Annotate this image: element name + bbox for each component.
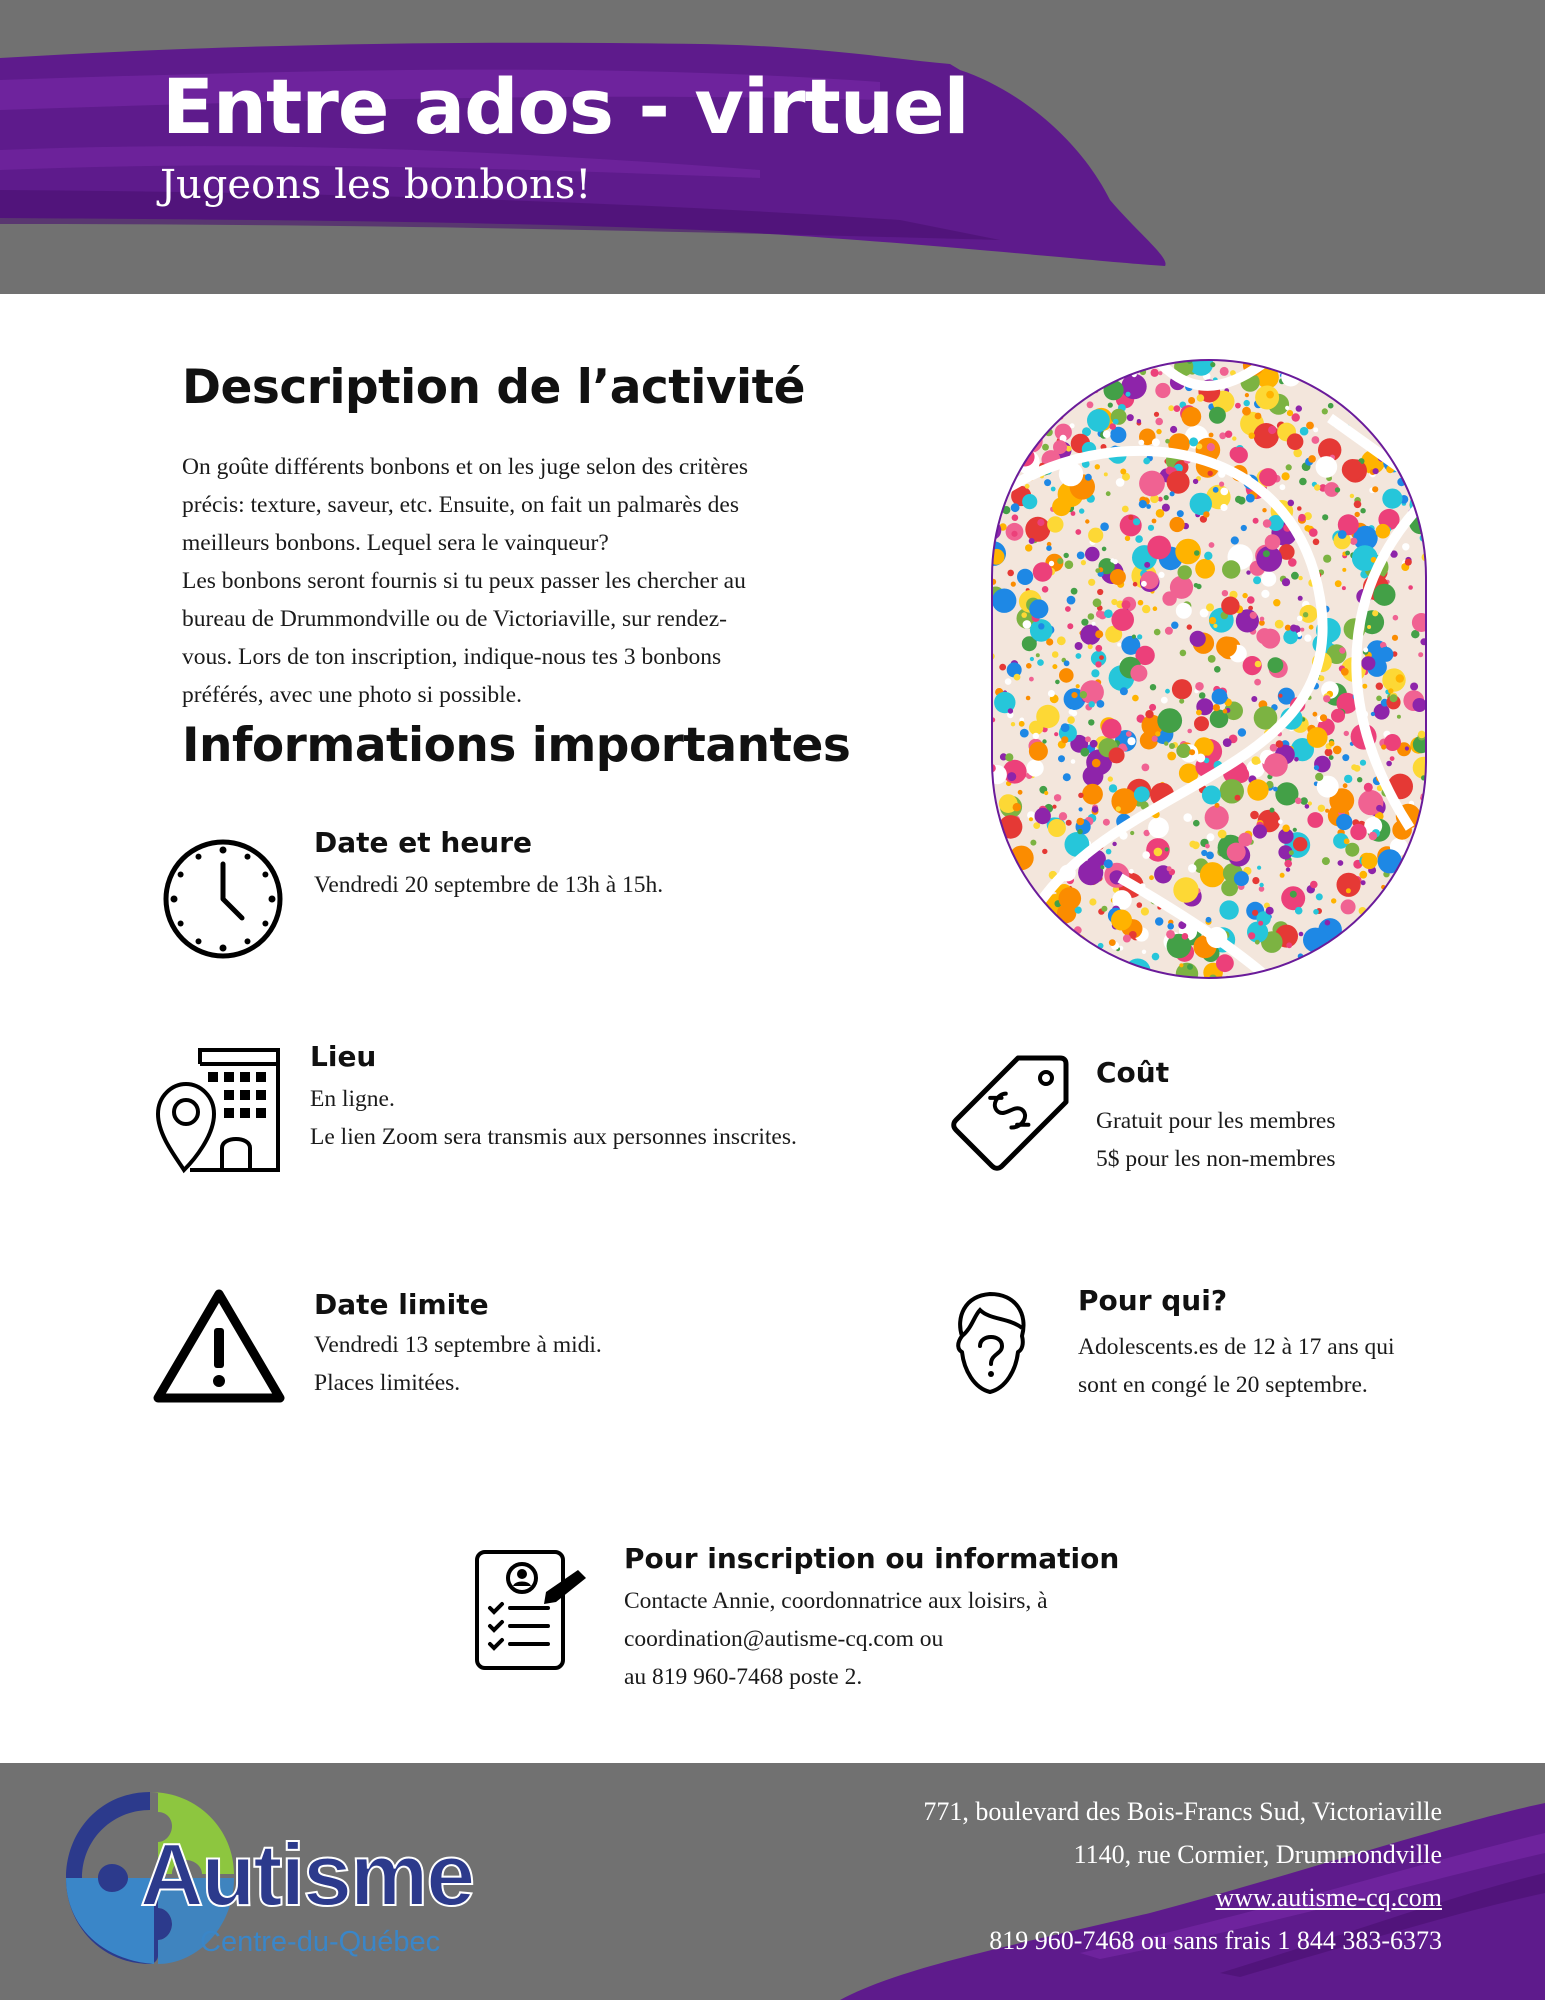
description-line: vous. Lors de ton inscription, indique-nous tes 3 bonbons (182, 644, 722, 670)
description-text (182, 448, 842, 714)
page-title: Entre ados - virtuel (162, 62, 969, 151)
person-question-icon (950, 1288, 1032, 1400)
logo-wordmark: Autisme (140, 1825, 474, 1924)
description-line: bureau de Drummondville ou de Victoriaville, sur rendez- (182, 606, 728, 632)
phone-info: 819 960-7468 ou sans frais 1 844 383-6373 (989, 1926, 1442, 1955)
cout-line1: Gratuit pour les membres (1096, 1108, 1336, 1134)
inscription-line1: Contacte Annie, coordonnatrice aux loisirs, à (624, 1588, 1048, 1614)
date-limite-line1: Vendredi 13 septembre à midi. (314, 1332, 602, 1358)
logo-subtitle: Centre-du-Québec (200, 1926, 441, 1958)
description-line: On goûte différents bonbons et on les juge selon des critères (182, 454, 749, 480)
page-subtitle: Jugeons les bonbons! (160, 162, 592, 208)
header-banner (0, 0, 1545, 294)
lieu-line1: En ligne. (310, 1086, 395, 1112)
description-line: préférés, avec une photo si possible. (182, 682, 522, 708)
info-heading: Informations importantes (182, 718, 851, 773)
cout-line2: 5$ pour les non-membres (1096, 1146, 1336, 1172)
date-heure-text: Vendredi 20 septembre de 13h à 15h. (314, 872, 664, 898)
warning-icon (152, 1288, 286, 1406)
building-location-icon (150, 1044, 282, 1174)
inscription-email[interactable]: coordination@autisme-cq.com ou (624, 1626, 944, 1652)
website-link[interactable]: www.autisme-cq.com (1215, 1883, 1442, 1912)
description-line: meilleurs bonbons. Lequel sera le vainqueur? (182, 530, 609, 556)
lieu-line2: Le lien Zoom sera transmis aux personnes inscrites. (310, 1124, 797, 1150)
date-limite-line2: Places limitées. (314, 1370, 461, 1396)
price-tag-icon (950, 1052, 1070, 1172)
description-heading: Description de l’activité (182, 360, 805, 415)
pour-qui-line1: Adolescents.es de 12 à 17 ans qui (1078, 1334, 1395, 1360)
pour-qui-line2: sont en congé le 20 septembre. (1078, 1372, 1368, 1398)
description-line: Les bonbons seront fournis si tu peux passer les chercher au (182, 568, 746, 594)
clipboard-icon (474, 1548, 590, 1672)
address-victoriaville: 771, boulevard des Bois-Francs Sud, Victoriaville (923, 1797, 1442, 1826)
inscription-title: Pour inscription ou information (624, 1542, 1120, 1575)
cout-title: Coût (1096, 1056, 1170, 1089)
address-drummondville: 1140, rue Cormier, Drummondville (1073, 1840, 1442, 1869)
pour-qui-title: Pour qui? (1078, 1284, 1228, 1317)
lieu-title: Lieu (310, 1040, 377, 1073)
date-heure-title: Date et heure (314, 826, 533, 859)
date-limite-title: Date limite (314, 1288, 489, 1321)
clock-icon (160, 836, 286, 962)
description-line: précis: texture, saveur, etc. Ensuite, on fait un palmarès des (182, 492, 739, 518)
candy-sprinkles-image (990, 358, 1428, 980)
inscription-phone: au 819 960-7468 poste 2. (624, 1664, 863, 1690)
